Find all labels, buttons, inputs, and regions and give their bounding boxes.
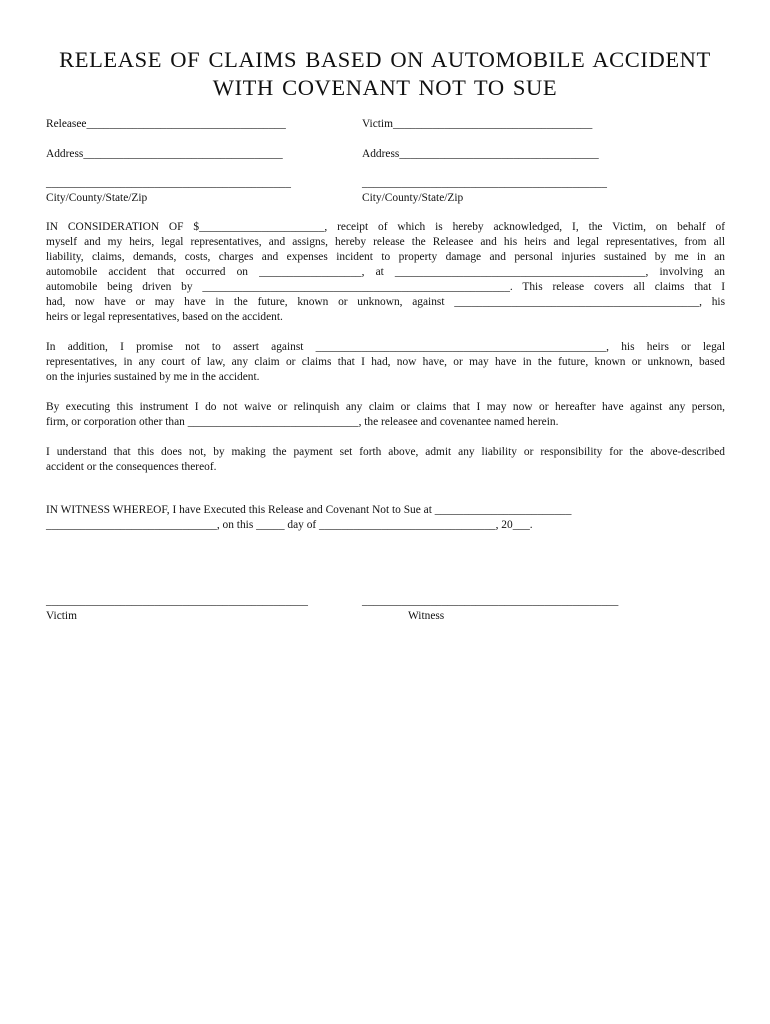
witness-signature-line[interactable]: _____________________________________________	[362, 595, 619, 607]
victim-city-label: City/County/State/Zip	[362, 192, 464, 204]
witness-signature-label: Witness	[408, 610, 445, 622]
paragraph-line: on the injuries sustained by me in the accident.	[46, 371, 260, 383]
paragraph-line: had, now have or may have in the future, known or unknown, against ___________________________________________, his	[46, 296, 725, 308]
document-title	[40, 46, 730, 102]
paragraph-line: IN CONSIDERATION OF $______________________, receipt of which is hereby acknowledged, I, the Victim, on behalf of	[46, 221, 725, 233]
victim-address-field[interactable]: Address___________________________________	[362, 148, 599, 160]
paragraph-line: automobile being driven by ______________________________________________________. This release covers all claims that I	[46, 281, 725, 293]
paragraph-line: IN WITNESS WHEREOF, I have Executed this Release and Covenant Not to Sue at ________________________	[46, 504, 572, 516]
consideration-paragraph	[46, 220, 725, 325]
promise-paragraph	[46, 340, 725, 385]
paragraph-line: automobile accident that occurred on __________________, at ____________________________________________, involving an	[46, 266, 725, 278]
paragraph-line: firm, or corporation other than ______________________________, the releasee and covenantee named herein.	[46, 416, 559, 428]
liability-paragraph	[46, 445, 725, 475]
victim-signature-line[interactable]: ______________________________________________	[46, 595, 308, 607]
releasee-address-field[interactable]: Address___________________________________	[46, 148, 283, 160]
paragraph-line: representatives, in any court of law, any claim or claims that I had, now have, or may have in the future, known or unknown, based	[46, 356, 725, 368]
paragraph-line: liability, claims, demands, costs, charges and expenses incident to property damage and personal injuries sustained by me in an	[46, 251, 725, 263]
paragraph-line: heirs or legal representatives, based on the accident.	[46, 311, 283, 323]
title-line-1: RELEASE OF CLAIMS BASED ON AUTOMOBILE ACCIDENT	[59, 47, 711, 72]
paragraph-line: accident or the consequences thereof.	[46, 461, 217, 473]
waiver-paragraph	[46, 400, 725, 430]
paragraph-line: By executing this instrument I do not waive or relinquish any claim or claims that I may now or hereafter have against any person,	[46, 401, 725, 413]
releasee-city-field[interactable]: ___________________________________________	[46, 177, 291, 189]
victim-field[interactable]: Victim___________________________________	[362, 118, 593, 130]
title-line-2: WITH COVENANT NOT TO SUE	[212, 75, 558, 100]
paragraph-line: In addition, I promise not to assert against ___________________________________________________, his heirs or legal	[46, 341, 725, 353]
victim-signature-label: Victim	[46, 610, 77, 622]
paragraph-line: ______________________________, on this _____ day of _______________________________, 20___.	[46, 519, 533, 531]
releasee-city-label: City/County/State/Zip	[46, 192, 148, 204]
releasee-field[interactable]: Releasee___________________________________	[46, 118, 286, 130]
paragraph-line: I understand that this does not, by making the payment set forth above, admit any liability or responsibility for the above-described	[46, 446, 725, 458]
victim-city-field[interactable]: ___________________________________________	[362, 177, 607, 189]
paragraph-line: myself and my heirs, legal representatives, and assigns, hereby release the Releasee and his heirs and legal representatives, from all	[46, 236, 725, 248]
witness-paragraph	[46, 503, 725, 533]
